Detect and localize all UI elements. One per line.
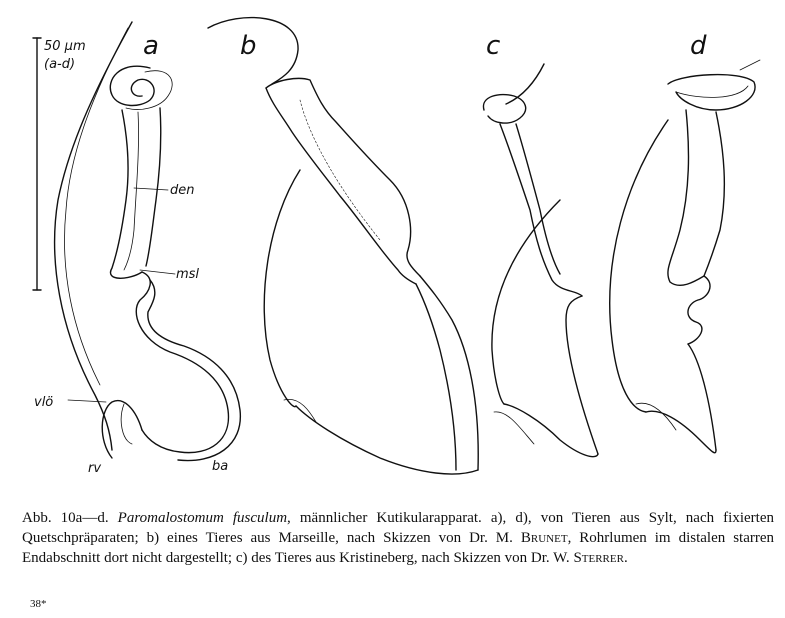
panel-label-a: a [143,31,159,61]
annotation-den: den [170,183,195,198]
caption-text-1: , männlicher Kutikularapparat. a), d), von Tieren aus Sylt, nach fixierten Quetschpräparaten; b) eines Tieres aus Marseille, nach Skizzen von Dr. M. [22,510,774,546]
caption-species: Paromalostomum fusculum [117,510,288,526]
caption-text-2: , Rohrlumen im distalen starren Endabschnitt dort nicht dargestellt; c) des Tieres aus Kristineberg, nach Skizzen von Dr. W. [22,530,775,566]
drawing-panel-b [208,18,478,474]
panel-label-c: c [486,31,501,61]
figure-caption [22,508,774,568]
page-number: 38* [30,598,47,610]
drawing-panel-d [610,60,760,453]
caption-text-3: . [623,550,628,566]
scale-bar-length: 50 µm [44,39,86,54]
caption-name-brunet: Brunet [520,530,568,546]
annotation-msl: msl [176,267,200,282]
drawing-panel-a [55,22,241,461]
caption-prefix: Abb. 10a—d. [22,510,109,526]
scale-bar [33,38,86,290]
annotation-ba: ba [212,459,229,474]
annotation-vlo: vlö [34,395,54,410]
panel-label-d: d [690,31,707,61]
scale-bar-panels: (a-d) [44,57,76,72]
drawing-panel-c [483,64,598,457]
caption-name-sterrer: Sterrer [573,550,624,566]
panel-label-b: b [240,31,257,61]
annotation-rv: rv [88,461,102,476]
